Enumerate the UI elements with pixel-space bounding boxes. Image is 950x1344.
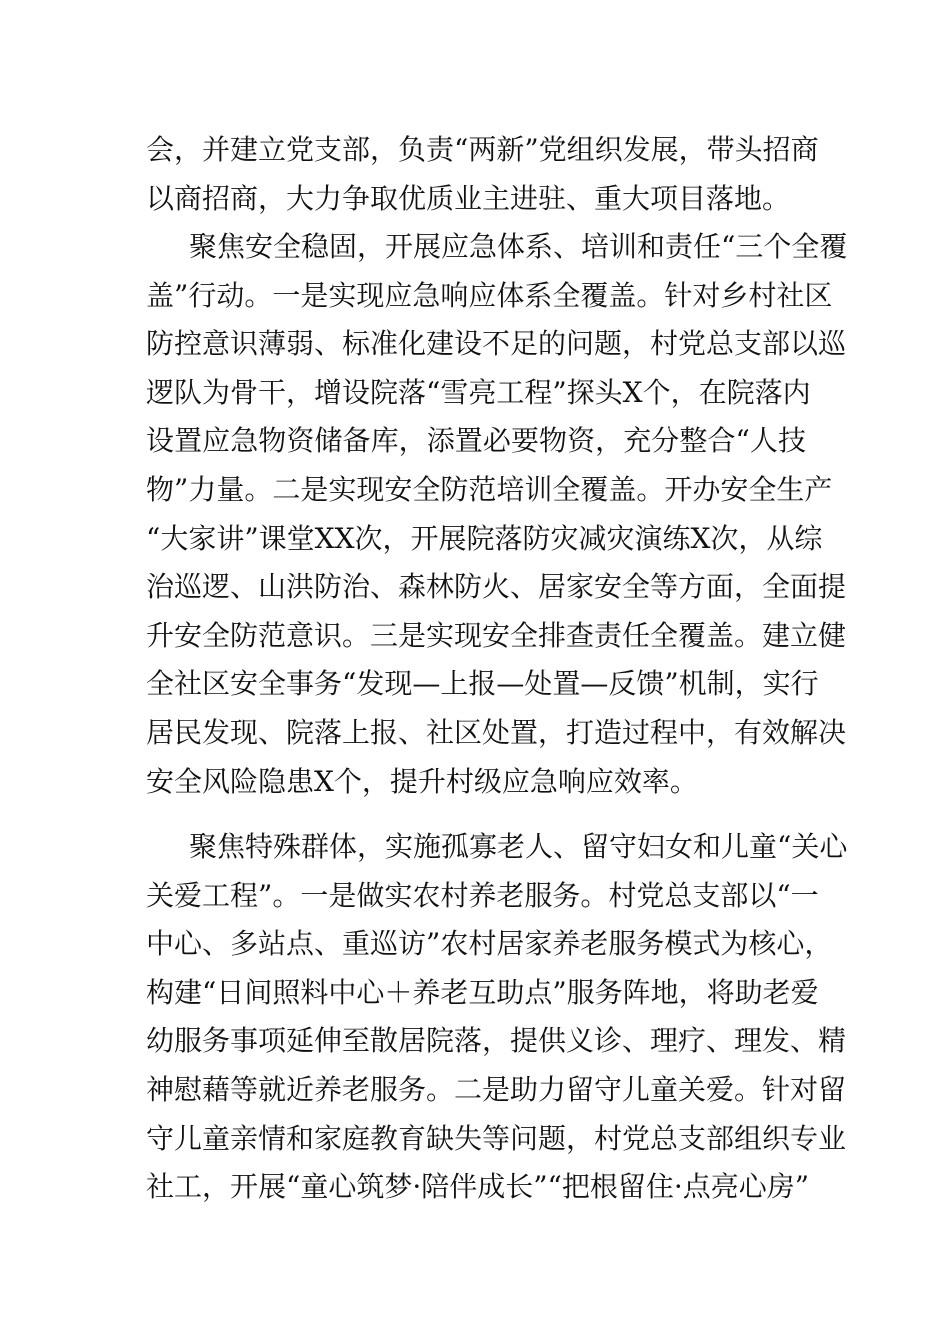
paragraph-continued <box>146 126 819 223</box>
text-line: 社工，开展“童心筑梦·陪伴成长”“把根留住·点亮心房” <box>146 1170 810 1204</box>
text-line: 升安全防范意识。三是实现安全排查责任全覆盖。建立健 <box>146 618 847 652</box>
text-line: 逻队为骨干，增设院落“雪亮工程”探头X个，在院落内 <box>146 375 811 409</box>
text-line: “大家讲”课堂XX次，开展院落防灾减灾演练X次，从综 <box>146 521 823 555</box>
text-line: 中心、多站点、重巡访”农村居家养老服务模式为核心， <box>146 927 833 961</box>
text-line: 幼服务事项延伸至散居院落，提供义诊、理疗、理发、精 <box>146 1024 847 1058</box>
paragraph-safety <box>146 223 848 806</box>
text-line: 聚焦安全稳固，开展应急体系、培训和责任“三个全覆 <box>189 230 848 263</box>
text-line: 守儿童亲情和家庭教育缺失等问题，村党总支部组织专业 <box>146 1121 847 1155</box>
text-line: 居民发现、院落上报、社区处置，打造过程中，有效解决 <box>146 715 847 749</box>
text-line: 关爱工程”。一是做实农村养老服务。村党总支部以“一 <box>146 878 819 912</box>
paragraph-special-groups <box>146 823 848 1212</box>
text-line: 全社区安全事务“发现—上报—处置—反馈”机制，实行 <box>146 667 819 701</box>
text-line: 聚焦特殊群体，实施孤寡老人、留守妇女和儿童“关心 <box>189 830 848 863</box>
text-line: 以商招商，大力争取优质业主进驻、重大项目落地。 <box>146 181 791 215</box>
text-line: 安全风险隐患X个，提升村级应急响应效率。 <box>146 764 698 798</box>
text-line: 防控意识薄弱、标准化建设不足的问题，村党总支部以巡 <box>146 327 847 361</box>
text-line: 构建“日间照料中心＋养老互助点”服务阵地，将助老爱 <box>146 975 819 1009</box>
text-line: 治巡逻、山洪防治、森林防火、居家安全等方面，全面提 <box>146 570 847 604</box>
text-line: 神慰藉等就近养老服务。二是助力留守儿童关爱。针对留 <box>146 1072 847 1106</box>
text-line: 盖”行动。一是实现应急响应体系全覆盖。针对乡村社区 <box>146 278 833 312</box>
text-line: 会，并建立党支部，负责“两新”党组织发展，带头招商 <box>146 133 819 166</box>
text-line: 物”力量。二是实现安全防范培训全覆盖。开办安全生产 <box>146 472 833 506</box>
text-line: 设置应急物资储备库，添置必要物资，充分整合“人技 <box>146 424 806 458</box>
